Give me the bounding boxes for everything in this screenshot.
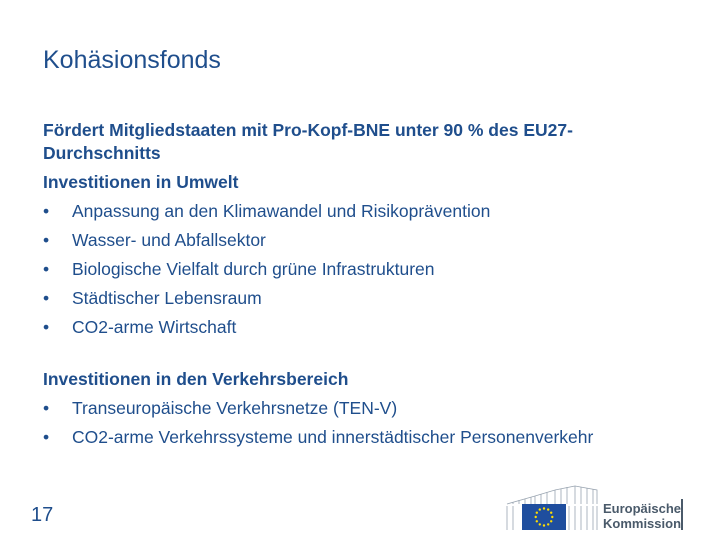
list-item — [43, 423, 683, 452]
transport-list — [43, 394, 683, 452]
berlaymont-building-icon — [507, 486, 597, 504]
section-heading-transport: Investitionen in den Verkehrsbereich — [43, 369, 349, 389]
list-item — [43, 284, 683, 313]
bullet: • — [43, 259, 50, 279]
section-heading-environment: Investitionen in Umwelt — [43, 172, 239, 192]
environment-list — [43, 197, 683, 342]
list-item — [43, 394, 683, 423]
page-number: 17 — [31, 504, 54, 526]
slide-content — [43, 119, 683, 452]
list-item-text: Biologische Vielfalt durch grüne Infrastrukturen — [72, 259, 435, 279]
bullet: • — [43, 398, 50, 418]
logo-line-2: Kommission — [603, 516, 682, 531]
bullet: • — [43, 201, 50, 221]
list-item-text: CO2-arme Verkehrssysteme und innerstädtischer Personenverkehr — [72, 427, 594, 447]
logo-divider — [681, 499, 683, 530]
list-item — [43, 255, 683, 284]
bullet: • — [43, 427, 50, 447]
bullet: • — [43, 288, 50, 308]
list-item-text: Wasser- und Abfallsektor — [72, 230, 266, 250]
lead-text: Fördert Mitgliedstaaten mit Pro-Kopf-BNE unter 90 % des EU27-Durchschnitts — [43, 120, 573, 163]
list-item-text: Städtischer Lebensraum — [72, 288, 262, 308]
slide-title: Kohäsionsfonds — [43, 46, 221, 74]
bullet: • — [43, 230, 50, 250]
list-item-text: Anpassung an den Klimawandel und Risikoprävention — [72, 201, 491, 221]
logo-text — [603, 501, 681, 531]
list-item-text: CO2-arme Wirtschaft — [72, 317, 237, 337]
logo-line-1: Europäische — [603, 501, 682, 516]
list-item-text: Transeuropäische Verkehrsnetze (TEN-V) — [72, 398, 398, 418]
list-item — [43, 313, 683, 342]
list-item — [43, 226, 683, 255]
bullet: • — [43, 317, 50, 337]
list-item — [43, 197, 683, 226]
